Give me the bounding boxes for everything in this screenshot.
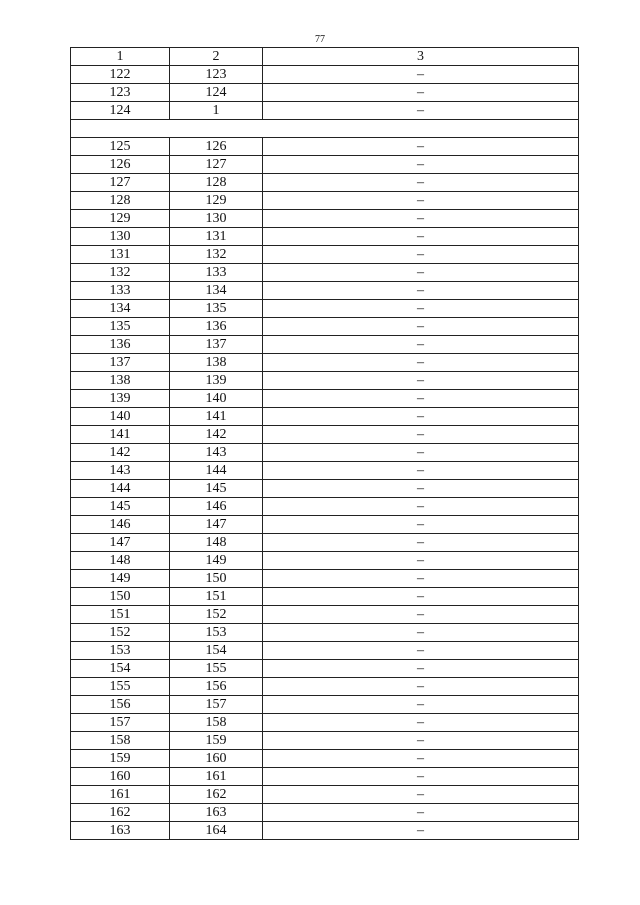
table-row [71, 732, 579, 750]
table-cell-col-3: – [263, 516, 579, 534]
table-row [71, 534, 579, 552]
table-cell-col-1: 152 [71, 624, 170, 642]
table-cell-col-1: 135 [71, 318, 170, 336]
table-row [71, 354, 579, 372]
table-cell-col-2: 132 [170, 246, 263, 264]
table-cell-col-3: – [263, 84, 579, 102]
table-cell-col-2: 153 [170, 624, 263, 642]
data-table [70, 47, 579, 840]
table-cell-col-3: – [263, 318, 579, 336]
table-cell-col-3: – [263, 498, 579, 516]
table-cell-col-1: 129 [71, 210, 170, 228]
table-row [71, 264, 579, 282]
table-row [71, 408, 579, 426]
table-row [71, 246, 579, 264]
table-cell-col-1: 134 [71, 300, 170, 318]
table-cell-col-1: 153 [71, 642, 170, 660]
table-cell-col-2: 134 [170, 282, 263, 300]
table-cell-col-2: 146 [170, 498, 263, 516]
table-cell-col-3: – [263, 786, 579, 804]
table-row [71, 102, 579, 120]
table-row [71, 642, 579, 660]
table-cell-col-3: – [263, 426, 579, 444]
table-row [71, 372, 579, 390]
table-cell-col-2: 1 [170, 102, 263, 120]
table-cell-col-2: 133 [170, 264, 263, 282]
table-cell-col-2: 135 [170, 300, 263, 318]
blank-separator-cell [71, 120, 579, 138]
table-cell-col-3: – [263, 66, 579, 84]
table-row [71, 282, 579, 300]
table-cell-col-1: 159 [71, 750, 170, 768]
table-cell-col-1: 148 [71, 552, 170, 570]
table-row [71, 588, 579, 606]
table-cell-col-3: – [263, 228, 579, 246]
table-cell-col-3: – [263, 444, 579, 462]
table-row [71, 552, 579, 570]
table-cell-col-1: 144 [71, 480, 170, 498]
table-cell-col-3: – [263, 372, 579, 390]
table-cell-col-2: 142 [170, 426, 263, 444]
table-row [71, 426, 579, 444]
table-row [71, 804, 579, 822]
table-cell-col-1: 126 [71, 156, 170, 174]
table-row [71, 66, 579, 84]
table-cell-col-2: 157 [170, 696, 263, 714]
table-cell-col-1: 128 [71, 192, 170, 210]
table-cell-col-3: – [263, 354, 579, 372]
table-cell-col-1: 125 [71, 138, 170, 156]
table-cell-col-3: – [263, 246, 579, 264]
table-cell-col-1: 163 [71, 822, 170, 840]
table-cell-col-2: 161 [170, 768, 263, 786]
table-cell-col-1: 157 [71, 714, 170, 732]
table-cell-col-3: – [263, 534, 579, 552]
table-cell-col-3: – [263, 606, 579, 624]
table-cell-col-1: 122 [71, 66, 170, 84]
table-row [71, 696, 579, 714]
table-cell-col-1: 139 [71, 390, 170, 408]
table-cell-col-1: 123 [71, 84, 170, 102]
table-cell-col-1: 124 [71, 102, 170, 120]
table-cell-col-2: 154 [170, 642, 263, 660]
table-row [71, 570, 579, 588]
table-row [71, 156, 579, 174]
table-cell-col-2: 159 [170, 732, 263, 750]
table-row [71, 174, 579, 192]
table-cell-col-3: – [263, 624, 579, 642]
table-cell-col-1: 137 [71, 354, 170, 372]
table-row [71, 606, 579, 624]
table-cell-col-1: 142 [71, 444, 170, 462]
blank-separator-row [71, 120, 579, 138]
table-cell-col-2: 152 [170, 606, 263, 624]
table-row [71, 624, 579, 642]
table-row [71, 336, 579, 354]
table-row [71, 390, 579, 408]
table-cell-col-3: – [263, 408, 579, 426]
table-row [71, 480, 579, 498]
table-cell-col-1: 130 [71, 228, 170, 246]
header-cell-2: 2 [170, 48, 263, 66]
table-cell-col-3: – [263, 210, 579, 228]
table-cell-col-2: 127 [170, 156, 263, 174]
table-row [71, 750, 579, 768]
page-number: 77 [315, 34, 325, 45]
table-cell-col-1: 146 [71, 516, 170, 534]
table-cell-col-3: – [263, 462, 579, 480]
table-cell-col-1: 145 [71, 498, 170, 516]
table-cell-col-1: 154 [71, 660, 170, 678]
table-cell-col-2: 162 [170, 786, 263, 804]
table-row [71, 714, 579, 732]
table-cell-col-2: 141 [170, 408, 263, 426]
table-cell-col-2: 145 [170, 480, 263, 498]
table-cell-col-3: – [263, 750, 579, 768]
table-cell-col-2: 149 [170, 552, 263, 570]
table-cell-col-2: 151 [170, 588, 263, 606]
table-row [71, 210, 579, 228]
table-cell-col-1: 149 [71, 570, 170, 588]
table-cell-col-3: – [263, 570, 579, 588]
table-cell-col-3: – [263, 138, 579, 156]
table-cell-col-1: 162 [71, 804, 170, 822]
table-row [71, 138, 579, 156]
table-cell-col-1: 155 [71, 678, 170, 696]
table-cell-col-1: 127 [71, 174, 170, 192]
table-cell-col-3: – [263, 552, 579, 570]
table-cell-col-3: – [263, 678, 579, 696]
table-row [71, 516, 579, 534]
table-cell-col-1: 132 [71, 264, 170, 282]
table-cell-col-2: 136 [170, 318, 263, 336]
table-cell-col-3: – [263, 480, 579, 498]
table-row [71, 768, 579, 786]
table-cell-col-1: 143 [71, 462, 170, 480]
table-cell-col-2: 124 [170, 84, 263, 102]
table-cell-col-3: – [263, 282, 579, 300]
table-cell-col-2: 139 [170, 372, 263, 390]
table-cell-col-1: 136 [71, 336, 170, 354]
table-cell-col-2: 147 [170, 516, 263, 534]
table-cell-col-3: – [263, 264, 579, 282]
table-cell-col-3: – [263, 804, 579, 822]
table-cell-col-3: – [263, 714, 579, 732]
table-cell-col-2: 123 [170, 66, 263, 84]
table-row [71, 444, 579, 462]
table-row [71, 822, 579, 840]
header-row [71, 48, 579, 66]
table-body [71, 48, 579, 840]
table-cell-col-3: – [263, 822, 579, 840]
table-cell-col-2: 155 [170, 660, 263, 678]
table-cell-col-1: 150 [71, 588, 170, 606]
table-cell-col-2: 137 [170, 336, 263, 354]
table-cell-col-1: 138 [71, 372, 170, 390]
table-cell-col-3: – [263, 768, 579, 786]
table-cell-col-2: 128 [170, 174, 263, 192]
table-cell-col-2: 148 [170, 534, 263, 552]
table-cell-col-1: 160 [71, 768, 170, 786]
table-row [71, 786, 579, 804]
table-cell-col-1: 141 [71, 426, 170, 444]
table-cell-col-3: – [263, 192, 579, 210]
table-cell-col-2: 130 [170, 210, 263, 228]
table-cell-col-2: 160 [170, 750, 263, 768]
table-cell-col-3: – [263, 336, 579, 354]
table-row [71, 678, 579, 696]
table-cell-col-2: 163 [170, 804, 263, 822]
table-row [71, 498, 579, 516]
table-cell-col-3: – [263, 156, 579, 174]
table-cell-col-1: 161 [71, 786, 170, 804]
table-cell-col-3: – [263, 390, 579, 408]
table-cell-col-3: – [263, 642, 579, 660]
table-cell-col-1: 156 [71, 696, 170, 714]
table-cell-col-2: 129 [170, 192, 263, 210]
table-cell-col-1: 158 [71, 732, 170, 750]
table-row [71, 84, 579, 102]
table-cell-col-2: 158 [170, 714, 263, 732]
table-row [71, 300, 579, 318]
table-cell-col-3: – [263, 300, 579, 318]
header-cell-1: 1 [71, 48, 170, 66]
table-cell-col-2: 138 [170, 354, 263, 372]
table-cell-col-2: 143 [170, 444, 263, 462]
table-cell-col-1: 131 [71, 246, 170, 264]
table-row [71, 228, 579, 246]
table-cell-col-3: – [263, 102, 579, 120]
table-cell-col-3: – [263, 732, 579, 750]
table-cell-col-3: – [263, 588, 579, 606]
table-row [71, 318, 579, 336]
table-cell-col-1: 151 [71, 606, 170, 624]
table-cell-col-3: – [263, 696, 579, 714]
table-cell-col-2: 164 [170, 822, 263, 840]
header-cell-3: 3 [263, 48, 579, 66]
table-cell-col-2: 140 [170, 390, 263, 408]
table-row [71, 462, 579, 480]
table-cell-col-3: – [263, 174, 579, 192]
table-cell-col-1: 140 [71, 408, 170, 426]
table-cell-col-1: 147 [71, 534, 170, 552]
table-row [71, 660, 579, 678]
table-row [71, 192, 579, 210]
table-cell-col-2: 156 [170, 678, 263, 696]
table-cell-col-2: 144 [170, 462, 263, 480]
table-cell-col-1: 133 [71, 282, 170, 300]
table-cell-col-2: 126 [170, 138, 263, 156]
table-cell-col-3: – [263, 660, 579, 678]
table-cell-col-2: 131 [170, 228, 263, 246]
table-cell-col-2: 150 [170, 570, 263, 588]
